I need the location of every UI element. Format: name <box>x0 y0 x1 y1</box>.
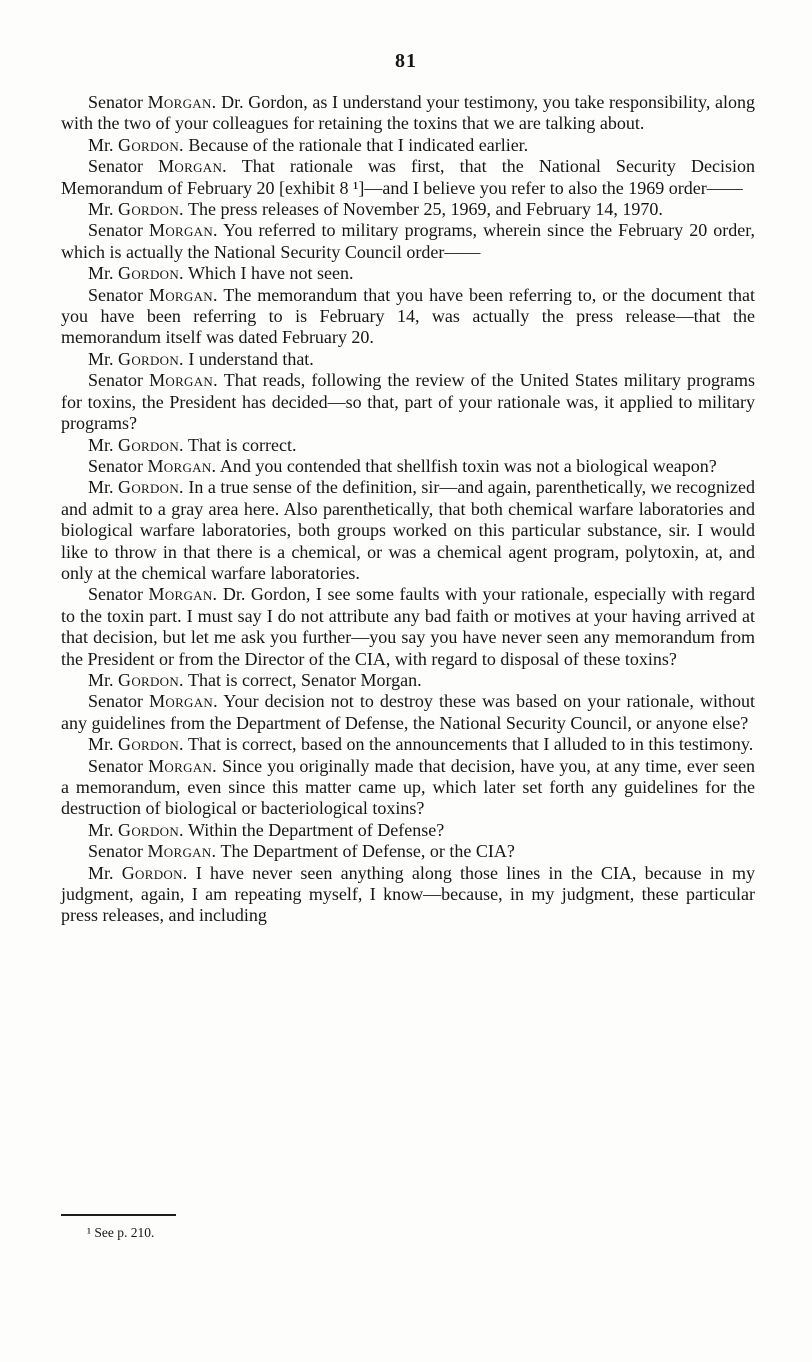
dialogue-paragraph <box>61 199 755 220</box>
dialogue-paragraph <box>61 841 755 862</box>
speaker-name: Gordon. <box>118 199 184 220</box>
speaker-name: Morgan. <box>158 156 227 177</box>
speaker-name: Morgan. <box>149 691 218 712</box>
dialogue-paragraph <box>61 477 755 584</box>
dialogue-text: That is correct, Senator Morgan. <box>188 669 422 690</box>
speaker-name: Morgan. <box>147 455 217 476</box>
speaker-name: Gordon. <box>118 734 184 755</box>
speaker-name: Morgan. <box>148 284 218 305</box>
dialogue-text: You referred to military programs, wherein since the February 20 order, which is actually the National Security Council order—— <box>61 220 756 262</box>
speaker-prefix: Senator <box>88 691 143 712</box>
dialogue-paragraph <box>61 263 755 284</box>
dialogue-paragraph <box>61 820 755 841</box>
dialogue-text: Within the Department of Defense? <box>188 819 445 840</box>
footnote-text: ¹ See p. 210. <box>87 1225 155 1240</box>
dialogue-paragraph <box>61 756 755 820</box>
dialogue-paragraph <box>61 734 755 755</box>
speaker-name: Gordon. <box>118 477 184 498</box>
speaker-prefix: Senator <box>88 455 143 476</box>
speaker-prefix: Mr. <box>88 734 114 755</box>
dialogue-text: Dr. Gordon, I see some faults with your rationale, especially with regard to the toxin part. I must say I do not attribute any bad faith or motives at your having arrived at that decision, but let me ask you further—you say you have never seen any memorandum from the President or from the Director of the CIA, with regard to disposal of these toxins? <box>61 584 756 669</box>
dialogue-text: Because of the rationale that I indicated earlier. <box>188 134 529 155</box>
dialogue-paragraph <box>61 156 755 199</box>
dialogue-paragraph <box>61 863 755 927</box>
speaker-prefix: Mr. <box>88 263 114 284</box>
dialogue-text: That is correct, based on the announcements that I alluded to in this testimony. <box>188 734 754 755</box>
dialogue-paragraph <box>61 456 755 477</box>
speaker-name: Gordon. <box>121 862 188 883</box>
speaker-prefix: Mr. <box>88 477 114 498</box>
dialogue-text: That reads, following the review of the United States military programs for toxins, the President has decided—so that, part of your rationale was, it applied to military programs? <box>61 370 755 434</box>
dialogue-paragraph <box>61 691 755 734</box>
dialogue-paragraph <box>61 220 755 263</box>
dialogue-paragraph <box>61 135 755 156</box>
dialogue-text: The memorandum that you have been referring to, or the document that you have been referring to is February 14, was actually the press release—that the memorandum itself was dated February 20. <box>61 284 755 348</box>
page-number: 81 <box>395 50 417 72</box>
speaker-prefix: Mr. <box>88 862 114 883</box>
dialogue-text: Since you originally made that decision, have you, at any time, ever seen a memorandum, even since this matter came up, which later set forth any guidelines for the destruction of biological or bacteriological toxins? <box>61 755 756 819</box>
speaker-prefix: Senator <box>88 841 143 862</box>
speaker-prefix: Mr. <box>88 348 114 369</box>
speaker-prefix: Senator <box>88 584 143 605</box>
dialogue-paragraph <box>61 584 755 670</box>
dialogue-paragraph <box>61 370 755 434</box>
dialogue-text: That is correct. <box>188 434 297 455</box>
dialogue-text: I understand that. <box>188 348 314 369</box>
dialogue-text: The press releases of November 25, 1969, and February 14, 1970. <box>188 199 663 220</box>
speaker-name: Gordon. <box>118 819 184 840</box>
speaker-prefix: Mr. <box>88 669 114 690</box>
speaker-prefix: Senator <box>88 156 143 177</box>
dialogue-paragraph <box>61 285 755 349</box>
dialogue-text: I have never seen anything along those lines in the CIA, because in my judgment, again, I am repeating myself, I know—because, in my judgment, these particular press releases, and including <box>61 862 756 926</box>
dialogue-text: Your decision not to destroy these was based on your rationale, without any guidelines from the Department of Defense, the National Security Council, or anyone else? <box>61 691 756 733</box>
speaker-prefix: Mr. <box>88 199 114 220</box>
dialogue-body <box>61 92 755 927</box>
speaker-name: Morgan. <box>147 92 217 112</box>
dialogue-paragraph <box>61 435 755 456</box>
footnote-block <box>61 1214 755 1241</box>
speaker-name: Gordon. <box>118 134 184 155</box>
speaker-prefix: Senator <box>88 284 143 305</box>
footnote-rule <box>61 1214 176 1216</box>
speaker-name: Gordon. <box>118 263 184 284</box>
speaker-prefix: Mr. <box>88 819 114 840</box>
dialogue-text: Dr. Gordon, as I understand your testimony, you take responsibility, along with the two of your colleagues for retaining the toxins that we are talking about. <box>61 92 756 134</box>
speaker-name: Morgan. <box>148 584 218 605</box>
dialogue-paragraph <box>61 349 755 370</box>
dialogue-text: Which I have not seen. <box>188 263 354 284</box>
dialogue-paragraph <box>61 670 755 691</box>
speaker-prefix: Senator <box>88 755 143 776</box>
dialogue-paragraph <box>61 92 755 135</box>
speaker-name: Morgan. <box>149 370 218 391</box>
speaker-name: Morgan. <box>148 755 217 776</box>
dialogue-text: And you contended that shellfish toxin was not a biological weapon? <box>219 455 717 476</box>
speaker-name: Gordon. <box>118 669 184 690</box>
speaker-prefix: Senator <box>88 220 143 241</box>
speaker-prefix: Senator <box>88 370 143 391</box>
dialogue-text: In a true sense of the definition, sir—and again, parenthetically, we recognized and admit to a gray area here. Also parenthetically, that both chemical warfare laboratories and biological warfare laboratories, both groups worked on this particular substance, sir. I would like to throw in that there is a chemical, or was a chemical agent program, polytoxin, at, and only at the chemical warfare laboratories. <box>61 477 756 583</box>
speaker-prefix: Mr. <box>88 134 114 155</box>
speaker-name: Gordon. <box>118 434 184 455</box>
speaker-prefix: Mr. <box>88 434 114 455</box>
speaker-name: Gordon. <box>118 348 184 369</box>
speaker-prefix: Senator <box>88 92 143 112</box>
dialogue-text: That rationale was first, that the National Security Decision Memorandum of February 20 [exhibit 8 ¹]—and I believe you refer to also the 1969 order—— <box>61 156 756 198</box>
dialogue-text: The Department of Defense, or the CIA? <box>220 841 515 862</box>
speaker-name: Morgan. <box>147 841 217 862</box>
speaker-name: Morgan. <box>149 220 218 241</box>
